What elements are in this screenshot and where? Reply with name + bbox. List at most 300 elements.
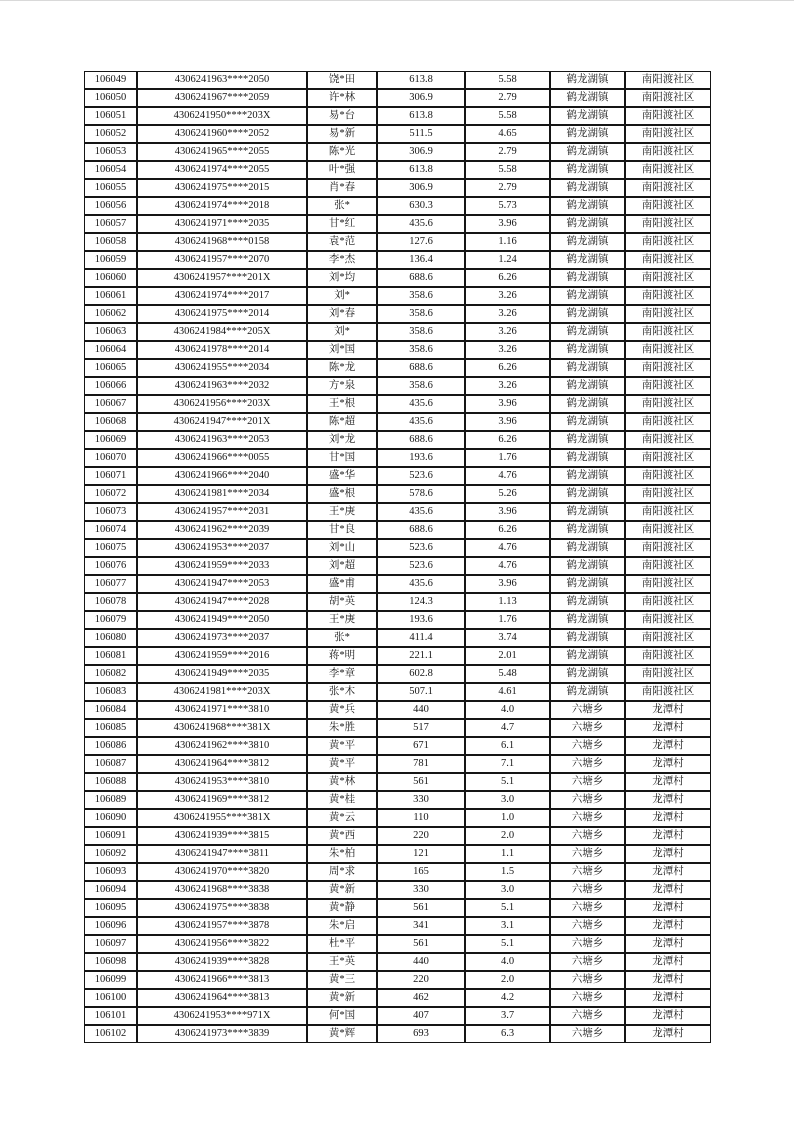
- cell-record-no: 106052: [84, 125, 137, 143]
- cell-area: 3.26: [465, 305, 550, 323]
- cell-record-no: 106062: [84, 305, 137, 323]
- cell-area: 1.13: [465, 593, 550, 611]
- cell-record-no: 106069: [84, 431, 137, 449]
- cell-area: 1.0: [465, 809, 550, 827]
- cell-area: 4.76: [465, 467, 550, 485]
- cell-area: 3.74: [465, 629, 550, 647]
- cell-amount: 411.4: [377, 629, 465, 647]
- cell-village: 南阳渡社区: [625, 215, 711, 233]
- cell-village: 龙潭村: [625, 701, 711, 719]
- table-row: [84, 755, 711, 773]
- cell-record-no: 106055: [84, 179, 137, 197]
- table-row: [84, 863, 711, 881]
- cell-id-number: 4306241947****2028: [137, 593, 307, 611]
- cell-amount: 165: [377, 863, 465, 881]
- cell-record-no: 106087: [84, 755, 137, 773]
- cell-township: 鹤龙湖镇: [550, 611, 625, 629]
- cell-township: 鹤龙湖镇: [550, 125, 625, 143]
- cell-amount: 435.6: [377, 395, 465, 413]
- cell-village: 南阳渡社区: [625, 629, 711, 647]
- cell-area: 4.0: [465, 701, 550, 719]
- cell-amount: 306.9: [377, 143, 465, 161]
- cell-amount: 358.6: [377, 341, 465, 359]
- cell-township: 六塘乡: [550, 827, 625, 845]
- cell-name: 盛*根: [307, 485, 377, 503]
- table-row: [84, 989, 711, 1007]
- cell-township: 鹤龙湖镇: [550, 449, 625, 467]
- cell-township: 六塘乡: [550, 899, 625, 917]
- cell-record-no: 106100: [84, 989, 137, 1007]
- cell-village: 南阳渡社区: [625, 413, 711, 431]
- cell-record-no: 106063: [84, 323, 137, 341]
- cell-amount: 507.1: [377, 683, 465, 701]
- cell-record-no: 106081: [84, 647, 137, 665]
- cell-village: 南阳渡社区: [625, 593, 711, 611]
- table-row: [84, 593, 711, 611]
- cell-id-number: 4306241955****2034: [137, 359, 307, 377]
- cell-village: 南阳渡社区: [625, 647, 711, 665]
- cell-township: 鹤龙湖镇: [550, 593, 625, 611]
- cell-township: 鹤龙湖镇: [550, 467, 625, 485]
- cell-record-no: 106079: [84, 611, 137, 629]
- cell-id-number: 4306241963****2032: [137, 377, 307, 395]
- cell-id-number: 4306241947****201X: [137, 413, 307, 431]
- cell-name: 陈*超: [307, 413, 377, 431]
- cell-area: 2.79: [465, 143, 550, 161]
- cell-area: 6.26: [465, 359, 550, 377]
- cell-record-no: 106095: [84, 899, 137, 917]
- cell-township: 六塘乡: [550, 953, 625, 971]
- cell-id-number: 4306241960****2052: [137, 125, 307, 143]
- table-row: [84, 143, 711, 161]
- cell-township: 鹤龙湖镇: [550, 179, 625, 197]
- table-row: [84, 287, 711, 305]
- cell-amount: 523.6: [377, 557, 465, 575]
- table-row: [84, 197, 711, 215]
- table-row: [84, 413, 711, 431]
- cell-village: 南阳渡社区: [625, 125, 711, 143]
- cell-area: 3.96: [465, 413, 550, 431]
- cell-record-no: 106080: [84, 629, 137, 647]
- table-row: [84, 953, 711, 971]
- cell-record-no: 106049: [84, 71, 137, 89]
- table-row: [84, 89, 711, 107]
- cell-village: 南阳渡社区: [625, 71, 711, 89]
- cell-name: 王*庚: [307, 611, 377, 629]
- cell-record-no: 106053: [84, 143, 137, 161]
- cell-name: 黄*林: [307, 773, 377, 791]
- cell-township: 六塘乡: [550, 737, 625, 755]
- cell-name: 盛*华: [307, 467, 377, 485]
- cell-village: 南阳渡社区: [625, 611, 711, 629]
- cell-id-number: 4306241968****3838: [137, 881, 307, 899]
- cell-id-number: 4306241966****3813: [137, 971, 307, 989]
- table-row: [84, 233, 711, 251]
- cell-id-number: 4306241962****3810: [137, 737, 307, 755]
- cell-name: 袁*范: [307, 233, 377, 251]
- cell-village: 龙潭村: [625, 935, 711, 953]
- cell-name: 张*: [307, 197, 377, 215]
- cell-amount: 127.6: [377, 233, 465, 251]
- cell-amount: 358.6: [377, 323, 465, 341]
- table-row: [84, 719, 711, 737]
- cell-id-number: 4306241950****203X: [137, 107, 307, 125]
- cell-township: 六塘乡: [550, 1025, 625, 1043]
- cell-township: 六塘乡: [550, 773, 625, 791]
- cell-township: 鹤龙湖镇: [550, 431, 625, 449]
- cell-id-number: 4306241971****2035: [137, 215, 307, 233]
- cell-id-number: 4306241971****3810: [137, 701, 307, 719]
- cell-name: 黄*静: [307, 899, 377, 917]
- cell-township: 鹤龙湖镇: [550, 647, 625, 665]
- table-row: [84, 827, 711, 845]
- cell-village: 南阳渡社区: [625, 287, 711, 305]
- cell-name: 王*英: [307, 953, 377, 971]
- cell-village: 南阳渡社区: [625, 539, 711, 557]
- cell-record-no: 106102: [84, 1025, 137, 1043]
- cell-name: 甘*良: [307, 521, 377, 539]
- cell-village: 南阳渡社区: [625, 107, 711, 125]
- cell-amount: 688.6: [377, 359, 465, 377]
- cell-record-no: 106058: [84, 233, 137, 251]
- cell-township: 六塘乡: [550, 845, 625, 863]
- cell-village: 龙潭村: [625, 809, 711, 827]
- cell-township: 六塘乡: [550, 701, 625, 719]
- cell-township: 六塘乡: [550, 1007, 625, 1025]
- cell-township: 鹤龙湖镇: [550, 197, 625, 215]
- cell-village: 南阳渡社区: [625, 341, 711, 359]
- cell-record-no: 106059: [84, 251, 137, 269]
- cell-id-number: 4306241974****2017: [137, 287, 307, 305]
- cell-township: 六塘乡: [550, 755, 625, 773]
- cell-id-number: 4306241953****971X: [137, 1007, 307, 1025]
- cell-area: 3.0: [465, 791, 550, 809]
- cell-record-no: 106065: [84, 359, 137, 377]
- cell-area: 5.58: [465, 71, 550, 89]
- cell-id-number: 4306241973****2037: [137, 629, 307, 647]
- cell-area: 2.79: [465, 89, 550, 107]
- cell-amount: 578.6: [377, 485, 465, 503]
- cell-id-number: 4306241963****2053: [137, 431, 307, 449]
- cell-record-no: 106064: [84, 341, 137, 359]
- cell-name: 易*台: [307, 107, 377, 125]
- cell-area: 5.1: [465, 773, 550, 791]
- cell-id-number: 4306241957****2070: [137, 251, 307, 269]
- cell-village: 南阳渡社区: [625, 89, 711, 107]
- cell-amount: 523.6: [377, 539, 465, 557]
- cell-area: 5.58: [465, 161, 550, 179]
- cell-record-no: 106050: [84, 89, 137, 107]
- cell-township: 鹤龙湖镇: [550, 305, 625, 323]
- cell-village: 南阳渡社区: [625, 161, 711, 179]
- cell-village: 龙潭村: [625, 755, 711, 773]
- cell-village: 南阳渡社区: [625, 449, 711, 467]
- cell-name: 刘*龙: [307, 431, 377, 449]
- cell-village: 南阳渡社区: [625, 467, 711, 485]
- cell-village: 龙潭村: [625, 989, 711, 1007]
- cell-township: 鹤龙湖镇: [550, 557, 625, 575]
- cell-area: 5.1: [465, 899, 550, 917]
- cell-township: 鹤龙湖镇: [550, 629, 625, 647]
- cell-village: 南阳渡社区: [625, 233, 711, 251]
- table-row: [84, 557, 711, 575]
- cell-village: 南阳渡社区: [625, 197, 711, 215]
- cell-village: 龙潭村: [625, 899, 711, 917]
- table-row: [84, 125, 711, 143]
- cell-amount: 435.6: [377, 413, 465, 431]
- cell-name: 杜*平: [307, 935, 377, 953]
- cell-area: 4.61: [465, 683, 550, 701]
- cell-township: 鹤龙湖镇: [550, 359, 625, 377]
- table-row: [84, 647, 711, 665]
- cell-area: 3.1: [465, 917, 550, 935]
- cell-village: 龙潭村: [625, 791, 711, 809]
- cell-id-number: 4306241957****2031: [137, 503, 307, 521]
- cell-record-no: 106094: [84, 881, 137, 899]
- cell-id-number: 4306241968****381X: [137, 719, 307, 737]
- cell-name: 刘*: [307, 287, 377, 305]
- cell-amount: 511.5: [377, 125, 465, 143]
- cell-record-no: 106071: [84, 467, 137, 485]
- cell-area: 1.16: [465, 233, 550, 251]
- cell-record-no: 106070: [84, 449, 137, 467]
- cell-village: 南阳渡社区: [625, 251, 711, 269]
- cell-amount: 136.4: [377, 251, 465, 269]
- cell-area: 4.76: [465, 539, 550, 557]
- cell-township: 六塘乡: [550, 881, 625, 899]
- cell-id-number: 4306241956****3822: [137, 935, 307, 953]
- cell-id-number: 4306241956****203X: [137, 395, 307, 413]
- cell-township: 鹤龙湖镇: [550, 413, 625, 431]
- cell-name: 黄*三: [307, 971, 377, 989]
- table-row: [84, 971, 711, 989]
- cell-name: 朱*启: [307, 917, 377, 935]
- table-row: [84, 521, 711, 539]
- cell-area: 3.7: [465, 1007, 550, 1025]
- cell-township: 六塘乡: [550, 989, 625, 1007]
- cell-amount: 407: [377, 1007, 465, 1025]
- cell-township: 六塘乡: [550, 809, 625, 827]
- cell-name: 黄*新: [307, 881, 377, 899]
- table-row: [84, 71, 711, 89]
- table-row: [84, 1025, 711, 1043]
- cell-village: 龙潭村: [625, 845, 711, 863]
- cell-name: 王*根: [307, 395, 377, 413]
- table-row: [84, 395, 711, 413]
- cell-village: 龙潭村: [625, 773, 711, 791]
- cell-township: 鹤龙湖镇: [550, 485, 625, 503]
- table-row: [84, 179, 711, 197]
- cell-id-number: 4306241970****3820: [137, 863, 307, 881]
- cell-village: 南阳渡社区: [625, 359, 711, 377]
- cell-name: 叶*强: [307, 161, 377, 179]
- cell-township: 鹤龙湖镇: [550, 215, 625, 233]
- cell-amount: 330: [377, 881, 465, 899]
- cell-record-no: 106076: [84, 557, 137, 575]
- cell-amount: 435.6: [377, 215, 465, 233]
- cell-village: 龙潭村: [625, 719, 711, 737]
- cell-amount: 221.1: [377, 647, 465, 665]
- table-row: [84, 215, 711, 233]
- cell-area: 5.58: [465, 107, 550, 125]
- table-row: [84, 323, 711, 341]
- cell-township: 鹤龙湖镇: [550, 395, 625, 413]
- cell-name: 刘*超: [307, 557, 377, 575]
- cell-record-no: 106091: [84, 827, 137, 845]
- cell-amount: 440: [377, 953, 465, 971]
- cell-id-number: 4306241955****381X: [137, 809, 307, 827]
- table-row: [84, 683, 711, 701]
- cell-name: 蒋*明: [307, 647, 377, 665]
- cell-amount: 341: [377, 917, 465, 935]
- cell-record-no: 106088: [84, 773, 137, 791]
- cell-amount: 193.6: [377, 611, 465, 629]
- table-row: [84, 359, 711, 377]
- cell-area: 7.1: [465, 755, 550, 773]
- cell-township: 六塘乡: [550, 917, 625, 935]
- cell-area: 4.2: [465, 989, 550, 1007]
- cell-village: 南阳渡社区: [625, 395, 711, 413]
- cell-area: 5.1: [465, 935, 550, 953]
- cell-area: 1.76: [465, 611, 550, 629]
- cell-id-number: 4306241975****2015: [137, 179, 307, 197]
- cell-id-number: 4306241978****2014: [137, 341, 307, 359]
- cell-amount: 435.6: [377, 503, 465, 521]
- cell-id-number: 4306241947****3811: [137, 845, 307, 863]
- cell-area: 2.79: [465, 179, 550, 197]
- cell-name: 黄*平: [307, 755, 377, 773]
- cell-amount: 688.6: [377, 431, 465, 449]
- cell-id-number: 4306241947****2053: [137, 575, 307, 593]
- cell-amount: 602.8: [377, 665, 465, 683]
- cell-amount: 124.3: [377, 593, 465, 611]
- cell-amount: 517: [377, 719, 465, 737]
- cell-name: 周*求: [307, 863, 377, 881]
- cell-id-number: 4306241939****3828: [137, 953, 307, 971]
- cell-area: 5.73: [465, 197, 550, 215]
- table-row: [84, 575, 711, 593]
- cell-amount: 561: [377, 773, 465, 791]
- cell-name: 盛*甫: [307, 575, 377, 593]
- cell-name: 易*新: [307, 125, 377, 143]
- cell-area: 4.7: [465, 719, 550, 737]
- cell-name: 黄*兵: [307, 701, 377, 719]
- cell-township: 六塘乡: [550, 791, 625, 809]
- cell-village: 南阳渡社区: [625, 575, 711, 593]
- cell-amount: 462: [377, 989, 465, 1007]
- table-row: [84, 845, 711, 863]
- cell-area: 3.26: [465, 341, 550, 359]
- cell-name: 李*章: [307, 665, 377, 683]
- cell-id-number: 4306241962****2039: [137, 521, 307, 539]
- cell-amount: 121: [377, 845, 465, 863]
- cell-township: 鹤龙湖镇: [550, 161, 625, 179]
- cell-record-no: 106086: [84, 737, 137, 755]
- cell-village: 龙潭村: [625, 1007, 711, 1025]
- cell-id-number: 4306241964****3813: [137, 989, 307, 1007]
- cell-record-no: 106089: [84, 791, 137, 809]
- cell-name: 张*: [307, 629, 377, 647]
- cell-township: 鹤龙湖镇: [550, 341, 625, 359]
- cell-amount: 613.8: [377, 107, 465, 125]
- table-row: [84, 485, 711, 503]
- table-row: [84, 881, 711, 899]
- cell-village: 龙潭村: [625, 863, 711, 881]
- table-row: [84, 809, 711, 827]
- cell-name: 黄*桂: [307, 791, 377, 809]
- cell-id-number: 4306241969****3812: [137, 791, 307, 809]
- cell-area: 4.76: [465, 557, 550, 575]
- cell-amount: 306.9: [377, 89, 465, 107]
- cell-record-no: 106077: [84, 575, 137, 593]
- cell-id-number: 4306241974****2018: [137, 197, 307, 215]
- cell-record-no: 106078: [84, 593, 137, 611]
- cell-amount: 781: [377, 755, 465, 773]
- cell-amount: 671: [377, 737, 465, 755]
- cell-name: 何*国: [307, 1007, 377, 1025]
- cell-name: 黄*辉: [307, 1025, 377, 1043]
- cell-id-number: 4306241973****3839: [137, 1025, 307, 1043]
- cell-name: 许*林: [307, 89, 377, 107]
- table-row: [84, 737, 711, 755]
- cell-record-no: 106096: [84, 917, 137, 935]
- cell-name: 张*木: [307, 683, 377, 701]
- cell-id-number: 4306241981****203X: [137, 683, 307, 701]
- cell-name: 刘*国: [307, 341, 377, 359]
- cell-name: 肖*春: [307, 179, 377, 197]
- cell-township: 鹤龙湖镇: [550, 269, 625, 287]
- cell-record-no: 106090: [84, 809, 137, 827]
- cell-township: 鹤龙湖镇: [550, 575, 625, 593]
- cell-id-number: 4306241967****2059: [137, 89, 307, 107]
- cell-area: 2.01: [465, 647, 550, 665]
- cell-village: 南阳渡社区: [625, 179, 711, 197]
- cell-township: 鹤龙湖镇: [550, 521, 625, 539]
- cell-id-number: 4306241953****2037: [137, 539, 307, 557]
- cell-village: 龙潭村: [625, 953, 711, 971]
- cell-area: 1.76: [465, 449, 550, 467]
- cell-amount: 193.6: [377, 449, 465, 467]
- cell-id-number: 4306241939****3815: [137, 827, 307, 845]
- cell-township: 鹤龙湖镇: [550, 107, 625, 125]
- cell-name: 黄*新: [307, 989, 377, 1007]
- cell-name: 王*庚: [307, 503, 377, 521]
- cell-village: 南阳渡社区: [625, 683, 711, 701]
- cell-record-no: 106073: [84, 503, 137, 521]
- cell-record-no: 106092: [84, 845, 137, 863]
- cell-amount: 220: [377, 827, 465, 845]
- cell-id-number: 4306241984****205X: [137, 323, 307, 341]
- cell-area: 3.26: [465, 323, 550, 341]
- cell-village: 南阳渡社区: [625, 143, 711, 161]
- cell-id-number: 4306241968****0158: [137, 233, 307, 251]
- cell-township: 鹤龙湖镇: [550, 503, 625, 521]
- cell-record-no: 106051: [84, 107, 137, 125]
- cell-township: 六塘乡: [550, 863, 625, 881]
- cell-record-no: 106057: [84, 215, 137, 233]
- table-row: [84, 449, 711, 467]
- cell-area: 1.1: [465, 845, 550, 863]
- cell-id-number: 4306241974****2055: [137, 161, 307, 179]
- table-row: [84, 161, 711, 179]
- cell-record-no: 106099: [84, 971, 137, 989]
- cell-amount: 435.6: [377, 575, 465, 593]
- cell-area: 3.96: [465, 503, 550, 521]
- cell-area: 3.26: [465, 377, 550, 395]
- cell-amount: 358.6: [377, 377, 465, 395]
- cell-village: 龙潭村: [625, 1025, 711, 1043]
- table-row: [84, 431, 711, 449]
